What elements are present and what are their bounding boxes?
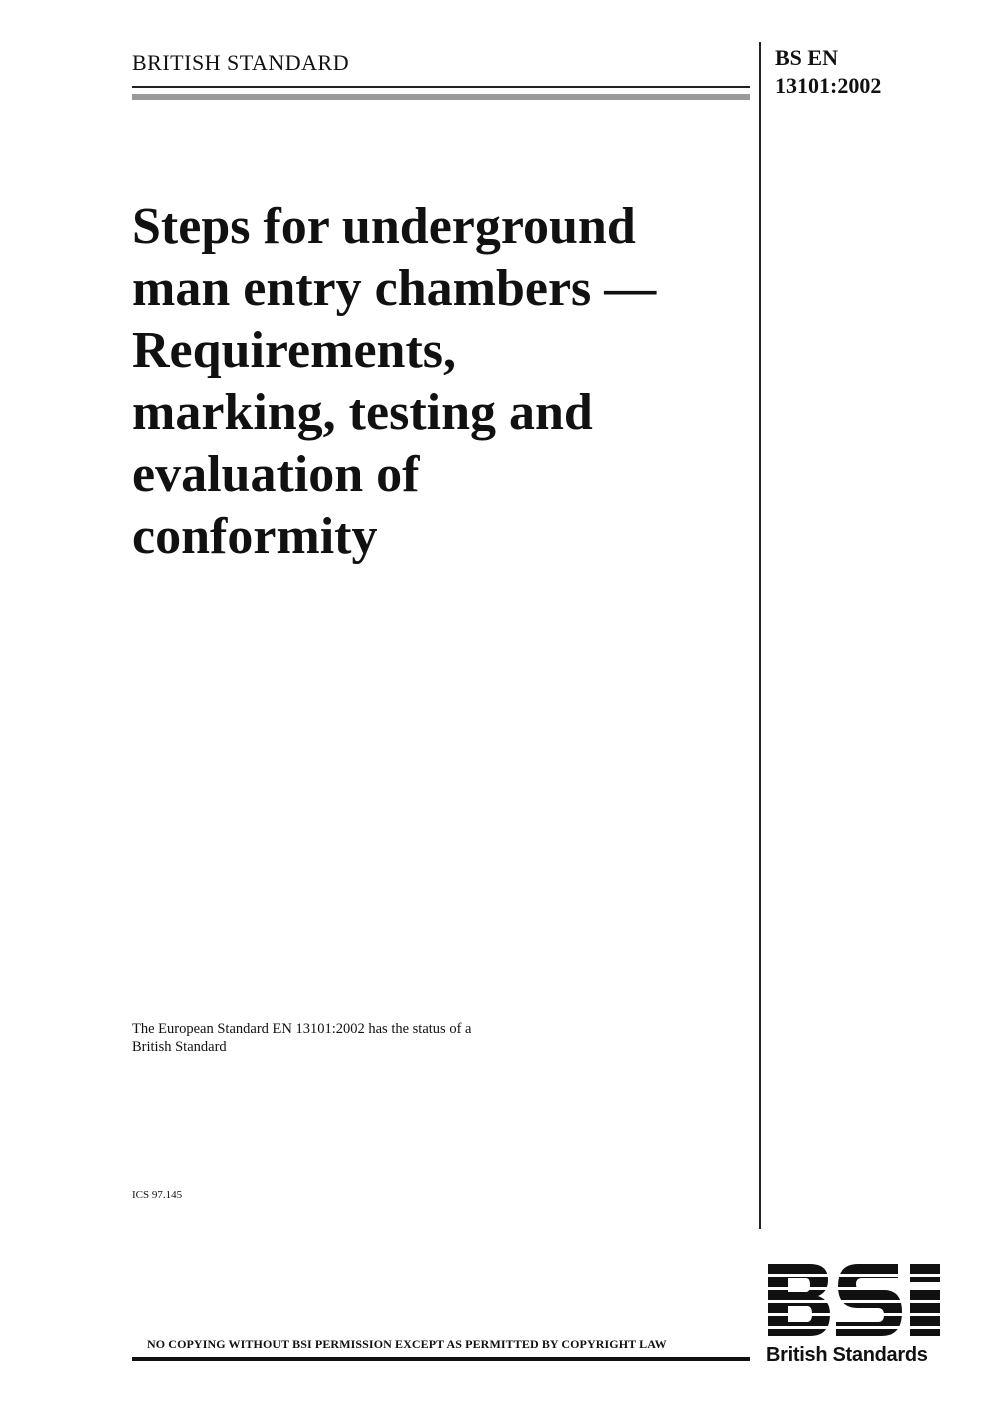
document-title (132, 196, 752, 568)
title-line: evaluation of (132, 446, 420, 503)
series-label: BRITISH STANDARD (132, 50, 350, 75)
standard-number-code: 13101:2002 (775, 73, 882, 98)
status-statement (132, 1020, 632, 1056)
standard-number (775, 44, 881, 100)
title-line: conformity (132, 508, 378, 565)
title-line: Requirements, (132, 322, 457, 379)
header-rule-thick (132, 94, 750, 100)
standard-number-prefix: BS EN (775, 45, 838, 70)
vertical-divider (759, 42, 761, 1229)
header-rule-thin (132, 86, 750, 88)
ics-code: ICS 97.145 (132, 1189, 183, 1201)
status-line: The European Standard EN 13101:2002 has the status of a (132, 1021, 472, 1037)
bsi-logo-caption: British Standards (766, 1344, 928, 1366)
status-line: British Standard (132, 1039, 227, 1055)
copyright-notice: NO COPYING WITHOUT BSI PERMISSION EXCEPT AS PERMITTED BY COPYRIGHT LAW (147, 1337, 667, 1351)
title-line: Steps for underground (132, 198, 636, 255)
title-line: marking, testing and (132, 384, 593, 441)
title-line: man entry chambers — (132, 260, 657, 317)
footer-rule (132, 1357, 750, 1361)
